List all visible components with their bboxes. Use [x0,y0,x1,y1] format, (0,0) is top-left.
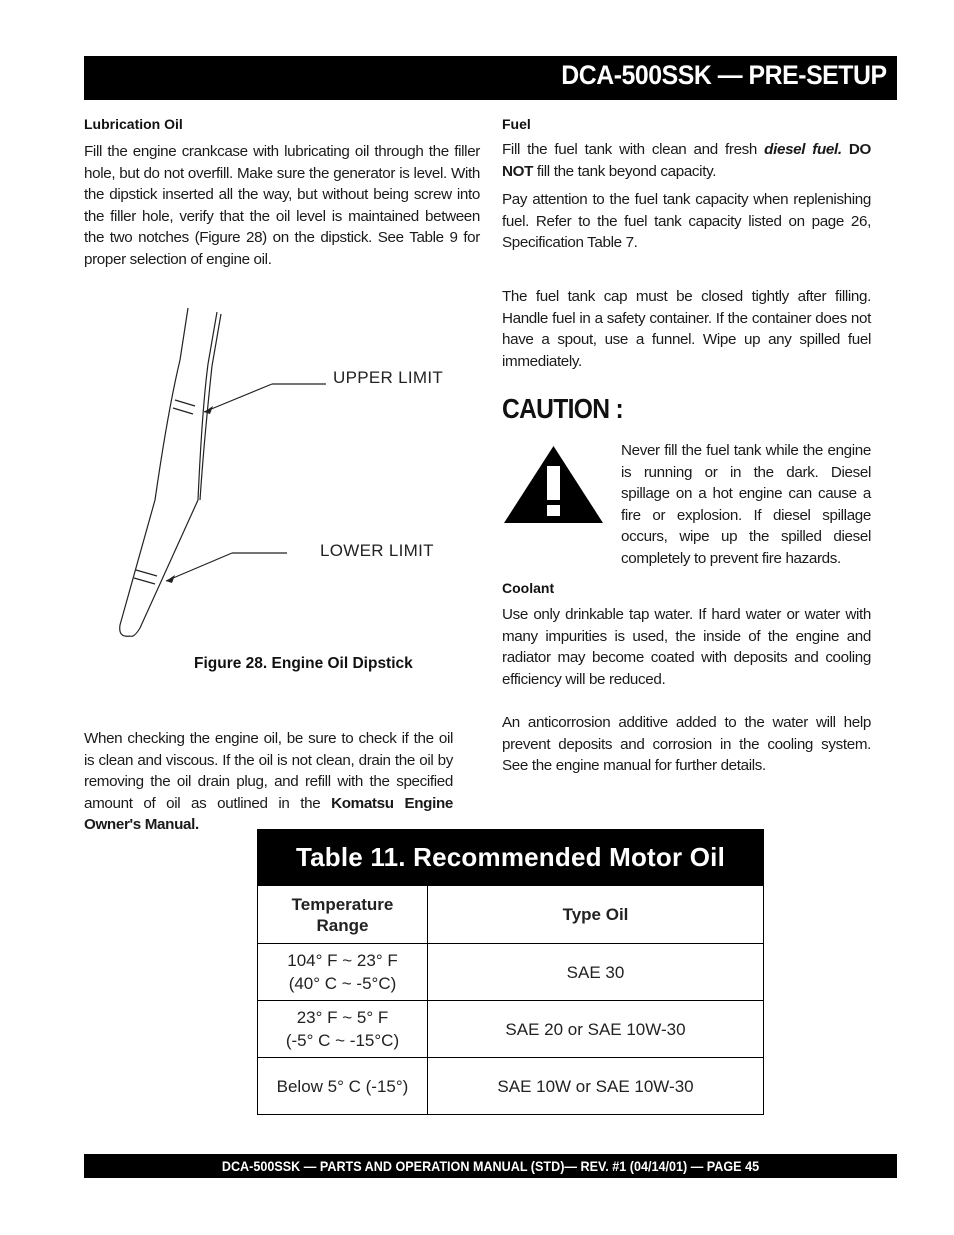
oil-type-cell: SAE 10W or SAE 10W-30 [428,1058,764,1115]
caution-text: Never fill the fuel tank while the engine is running or in the dark. Diesel spillage on a hot engine can cause a fire or explosion. If diesel spillage occurs, wipe up the spilled diesel completely to prevent fire hazards. [621,442,871,567]
temp-celsius: (40° C ~ -5°C) [288,974,397,993]
coolant-paragraph-2: An anticorrosion additive added to the water will help prevent deposits and corrosion in the cooling system. See the engine manual for further details. [502,714,871,775]
temperature-cell [258,944,428,1001]
coolant-heading: Coolant [502,580,555,596]
caution-title: CAUTION : [502,393,623,424]
oil-type-cell: SAE 20 or SAE 10W-30 [428,1001,764,1058]
temp-celsius: (-5° C ~ -15°C) [285,1031,400,1050]
page-footer [84,1154,897,1178]
temperature-cell [258,1001,428,1058]
header-temp-line-1: Temperature [291,894,394,914]
upper-limit-label: UPPER LIMIT [333,368,444,387]
warning-triangle-icon [502,444,605,524]
page-title: DCA-500SSK — PRE-SETUP [561,60,887,90]
footer-text: DCA-500SSK — PARTS AND OPERATION MANUAL (STD)— REV. #1 (04/14/01) — PAGE 45 [221,1158,760,1174]
header-temp-line-2: Range [316,915,369,935]
lubrication-paragraph-2-text: When checking the engine oil, be sure to check if the oil is clean and viscous. If the oil is not clean, drain the oil by removing the oil drain plug, and refill with the specified amount of oil as outlined in the [84,730,453,812]
temp-fahrenheit: 104° F ~ 23° F [287,951,398,970]
dipstick-figure [100,300,480,645]
lubrication-paragraph-2 [84,728,453,836]
lubrication-paragraph-1: Fill the engine crankcase with lubricating oil through the filler hole, but do not overfill. Make sure the generator is level. With the dipstick inserted all the way, but without being screw into the filler hole, verify that the oil level is maintained between the two notches (Figure 28) on the dipstick. See Table 9 for proper selection of engine oil. [84,143,480,268]
table-row [258,944,764,1001]
header-type-oil: Type Oil [428,886,764,944]
fuel-paragraph-1-end: fill the tank beyond capacity. [533,162,717,180]
header-temperature-range [258,886,428,944]
table-header-row [258,886,764,944]
page-header-bar [84,56,897,100]
komatsu-manual-reference: Komatsu Engine Owner's Manual. [84,794,453,834]
fuel-paragraph-1 [502,139,871,182]
table-title: Table 11. Recommended Motor Oil [257,829,764,885]
figure-caption: Figure 28. Engine Oil Dipstick [194,655,413,672]
oil-type-cell: SAE 30 [428,944,764,1001]
table-row [258,1058,764,1115]
fuel-heading: Fuel [502,116,531,132]
fuel-paragraph-1-text: Fill the fuel tank with clean and fresh [502,141,765,158]
temp-fahrenheit: 23° F ~ 5° F [296,1008,389,1027]
temperature-cell [258,1058,428,1115]
motor-oil-table [257,829,764,1115]
motor-oil-grid [257,885,764,1115]
lubrication-heading: Lubrication Oil [84,116,183,132]
table-row [258,1001,764,1058]
do-not-emphasis: DO NOT [502,141,872,180]
lower-limit-label: LOWER LIMIT [320,541,434,560]
temp-fahrenheit: Below 5° C (-15°) [276,1076,409,1096]
coolant-paragraph-1: Use only drinkable tap water. If hard water or water with many impurities is used, the inside of the engine and radiator may become coated with deposits and cooling efficiency will be reduced. [502,606,871,688]
fuel-paragraph-3: The fuel tank cap must be closed tightly after filling. Handle fuel in a safety container. If the container does not have a spout, use a funnel. Wipe up any spilled fuel immediately. [502,288,871,370]
fuel-paragraph-2: Pay attention to the fuel tank capacity when replenishing fuel. Refer to the fuel tank capacity listed on page 26, Specification Table 7. [502,191,871,252]
diesel-fuel-emphasis: diesel fuel. [764,141,842,158]
